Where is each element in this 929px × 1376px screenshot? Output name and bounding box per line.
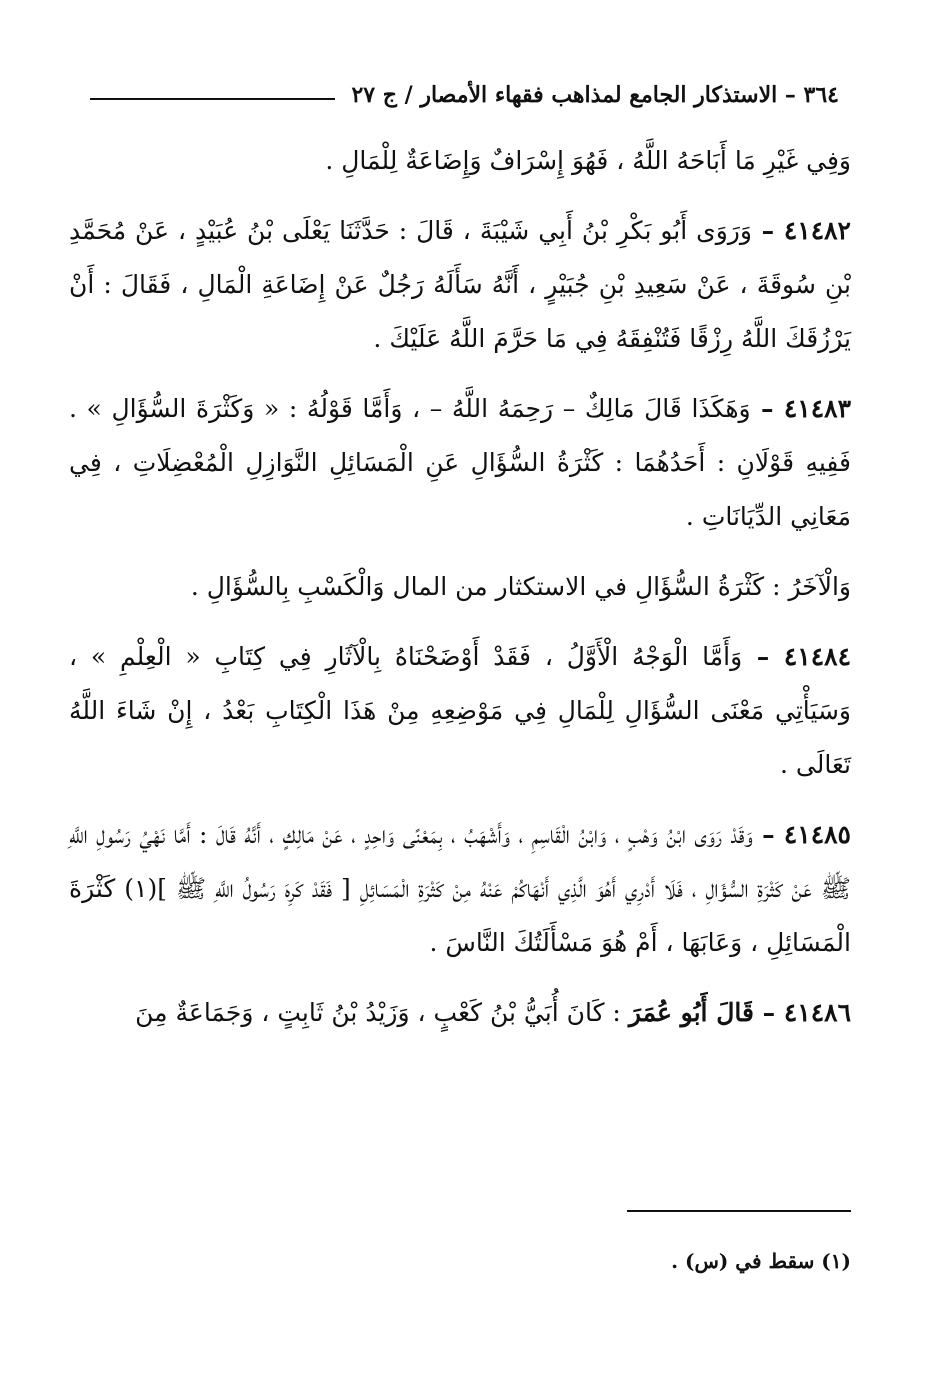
paragraph-41482	[69, 204, 851, 366]
paragraph-continuation	[69, 134, 851, 188]
header-title: ٣٦٤ – الاستذكار الجامع لمذاهب فقهاء الأمصار / ج ٢٧	[351, 82, 839, 108]
paragraph-text: وَأَمَّا الْوَجْهُ الْأَوَّلُ ، فَقَدْ أَوْضَحْنَاهُ بِالْآثَارِ فِي كِتَابِ « الْعِلْمِ » ، وَسَيَأْتِي مَعْنَى السُّؤَالِ لِلْمَالِ فِي مَوْضِعِهِ مِنْ هَذَا الْكِتَابِ بَعْدُ ، إِنْ شَاءَ اللَّهُ تَعَالَى .	[69, 642, 851, 779]
footnote-text: (١) سقط في (س) .	[671, 1249, 851, 1273]
page-header	[90, 66, 839, 106]
paragraph-number: ٤١٤٨٣ –	[750, 394, 851, 423]
paragraph-41486	[69, 986, 851, 1040]
paragraph-41484	[69, 630, 851, 792]
body-text	[69, 134, 851, 1056]
paragraph-second-opinion	[69, 560, 851, 614]
paragraph-text: وَهَكَذَا قَالَ مَالِكٌ – رَحِمَهُ اللَّهُ – ، وَأَمَّا قَوْلُهُ : « وَكَثْرَةَ السُّؤَالِ » . فَفِيهِ قَوْلَانِ : أَحَدُهُمَا : كَثْرَةُ السُّؤَالِ عَنِ الْمَسَائِلِ النَّوَازِلِ الْمُعْضِلَاتِ ، فِي مَعَانِي الدِّيَانَاتِ .	[69, 394, 851, 531]
footnote	[69, 1246, 851, 1276]
paragraph-41485	[69, 808, 851, 970]
paragraph-number: ٤١٤٨٥ –	[752, 820, 851, 849]
paragraph-text: وَالْآخَرُ : كَثْرَةُ السُّؤَالِ في الاستكثار من المال وَالْكَسْبِ بِالسُّؤَالِ .	[190, 572, 851, 601]
speaker-label: قَالَ أَبُو عُمَرَ	[628, 998, 754, 1027]
paragraph-number: ٤١٤٨٤ –	[742, 642, 851, 671]
paragraph-text: : كَانَ أُبَيُّ بْنُ كَعْبٍ ، وَزَيْدُ بْنُ ثَابِتٍ ، وَجَمَاعَةٌ مِنَ	[135, 998, 629, 1027]
header-rule	[90, 98, 335, 100]
paragraph-text: وَفِي غَيْرِ مَا أَبَاحَهُ اللَّهُ ، فَهُوَ إِسْرَافٌ وَإِضَاعَةٌ لِلْمَالِ .	[325, 146, 851, 175]
paragraph-number: ٤١٤٨٦ –	[753, 998, 851, 1027]
paragraph-text: وَرَوَى أَبُو بَكْرِ بْنُ أَبِي شَيْبَةَ ، قَالَ : حَدَّثَنَا يَعْلَى بْنُ عُبَيْدٍ ، عَنْ مُحَمَّدِ بْنِ سُوقَةَ ، عَنْ سَعِيدِ بْنِ جُبَيْرٍ ، أَنَّهُ سَأَلَهُ رَجُلٌ عَنْ إِضَاعَةِ الْمَالِ ، فَقَالَ : أَنْ يَرْزُقَكَ اللَّهُ رِزْقًا فَتُنْفِقَهُ فِي مَا حَرَّمَ اللَّهُ عَلَيْكَ .	[69, 216, 851, 353]
footnote-rule	[627, 1210, 851, 1212]
paragraph-number: ٤١٤٨٢ –	[751, 216, 851, 245]
paragraph-41483	[69, 382, 851, 544]
paragraph-text: وَقَدْ رَوَى ابْنُ وَهْبٍ ، وَابْنُ الْقَاسِمِ ، وَأَشْهَبُ ، بِمَعْنًى وَاحِدٍ ، عَنْ مَالِكٍ ، أَنَّهُ قَالَ : أَمَّا نَهْيُ رَسُولِ اللَّهِ ﷺ عَنْ كَثْرَةِ السُّؤَالِ ، فَلَا أَدْرِي أَهُوَ الَّذِي أَنْهَاكُمْ عَنْهُ مِنْ كَثْرَةِ الْمَسَائِلِ [ فَقَدْ كَرِهَ رَسُولُ اللَّهِ ﷺ ](١) كَثْرَةَ الْمَسَائِلِ ، وَعَابَهَا ، أَمْ هُوَ مَسْأَلَتُكَ النَّاسَ .	[69, 820, 851, 957]
